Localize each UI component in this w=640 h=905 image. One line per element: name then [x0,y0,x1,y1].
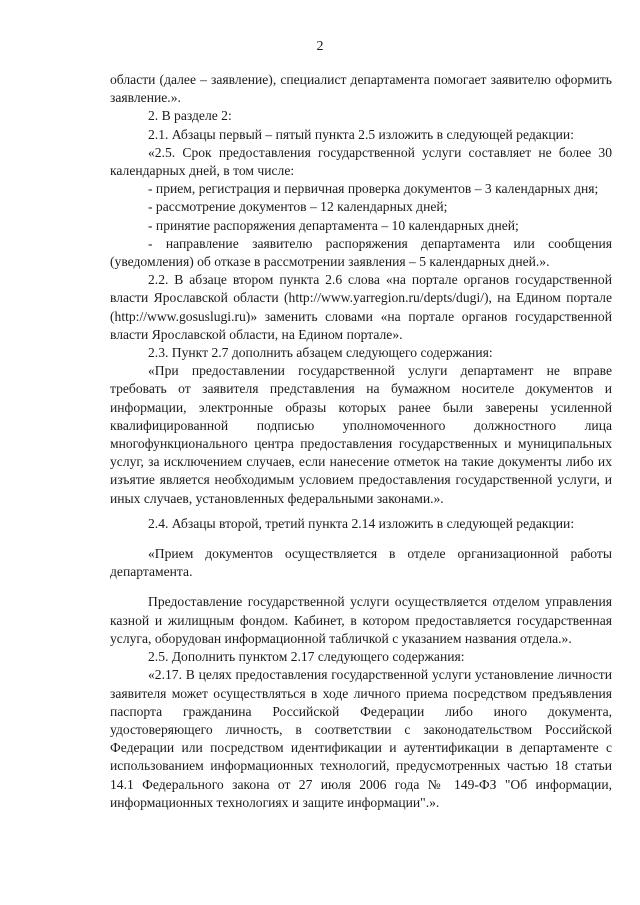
paragraph: - направление заявителю распоряжения департамента или сообщения (уведомления) об отказе в рассмотрении заявления – 5 календарных дней.». [110,235,612,270]
paragraph: «При предоставлении государственной услуги департамент не вправе требовать от заявителя представления на бумажном носителе документов и информации, электронные образы которых ранее были заверены усиленной квалифицированной подписью уполномоченного должностного лица многофункционального центра предоставления государственных и муниципальных услуг, за исключением случаев, если нанесение отметок на такие документы либо их изъятие является необходимым условием предоставления государственной услуги, и иных случаев, установленных федеральными законами.». [110,363,612,506]
paragraph: - прием, регистрация и первичная проверка документов – 3 календарных дня; [148,181,599,197]
paragraph: 2.1. Абзацы первый – пятый пункта 2.5 изложить в следующей редакции: [148,126,574,142]
paragraph: - принятие распоряжения департамента – 10 календарных дней; [148,217,519,233]
paragraph: 2. В разделе 2: [148,108,232,124]
paragraph: «2.5. Срок предоставления государственной услуги составляет не более 30 календарных дней, в том числе: [110,144,612,179]
paragraph: «2.17. В целях предоставления государственной услуги установление личности заявителя может осуществляться в ходе личного приема посредством предъявления паспорта гражданина Российской Федерации либо иного документа, удостоверяющего личность, в соответствии с законодательством Российской Федерации или посредством идентификации и аутентификации в департаменте с использованием информационных технологий, предусмотренных частью 18 статьи 14.1 Федерального закона от 27 июля 2006 года № 149-ФЗ "Об информации, информационных технологиях и защите информации".». [110,667,612,810]
paragraph: Предоставление государственной услуги осуществляется отделом управления казной и жилищным фондом. Кабинет, в котором предоставляется государственная услуга, оборудован информационной табличкой с указанием названия отдела.». [110,594,612,646]
paragraph: 2.2. В абзаце втором пункта 2.6 слова «на портале органов государственной власти Ярославской области (http://www.yarregion.ru/depts/dugi/), на Едином портале (http://www.gosuslugi.ru)» заменить словами «на портале органов государственной власти Ярославской области, на Едином портале». [110,272,612,342]
paragraph: 2.4. Абзацы второй, третий пункта 2.14 изложить в следующей редакции: [148,515,575,531]
paragraph: 2.3. Пункт 2.7 дополнить абзацем следующего содержания: [148,345,493,361]
document-body [110,71,612,812]
paragraph: области (далее – заявление), специалист департамента помогает заявителю оформить заявление.». [110,72,612,106]
paragraph: - рассмотрение документов – 12 календарных дней; [148,199,448,215]
paragraph: 2.5. Дополнить пунктом 2.17 следующего содержания: [148,649,465,665]
page-number: 2 [316,39,324,54]
paragraph: «Прием документов осуществляется в отделе организационной работы департамента. [110,546,612,580]
